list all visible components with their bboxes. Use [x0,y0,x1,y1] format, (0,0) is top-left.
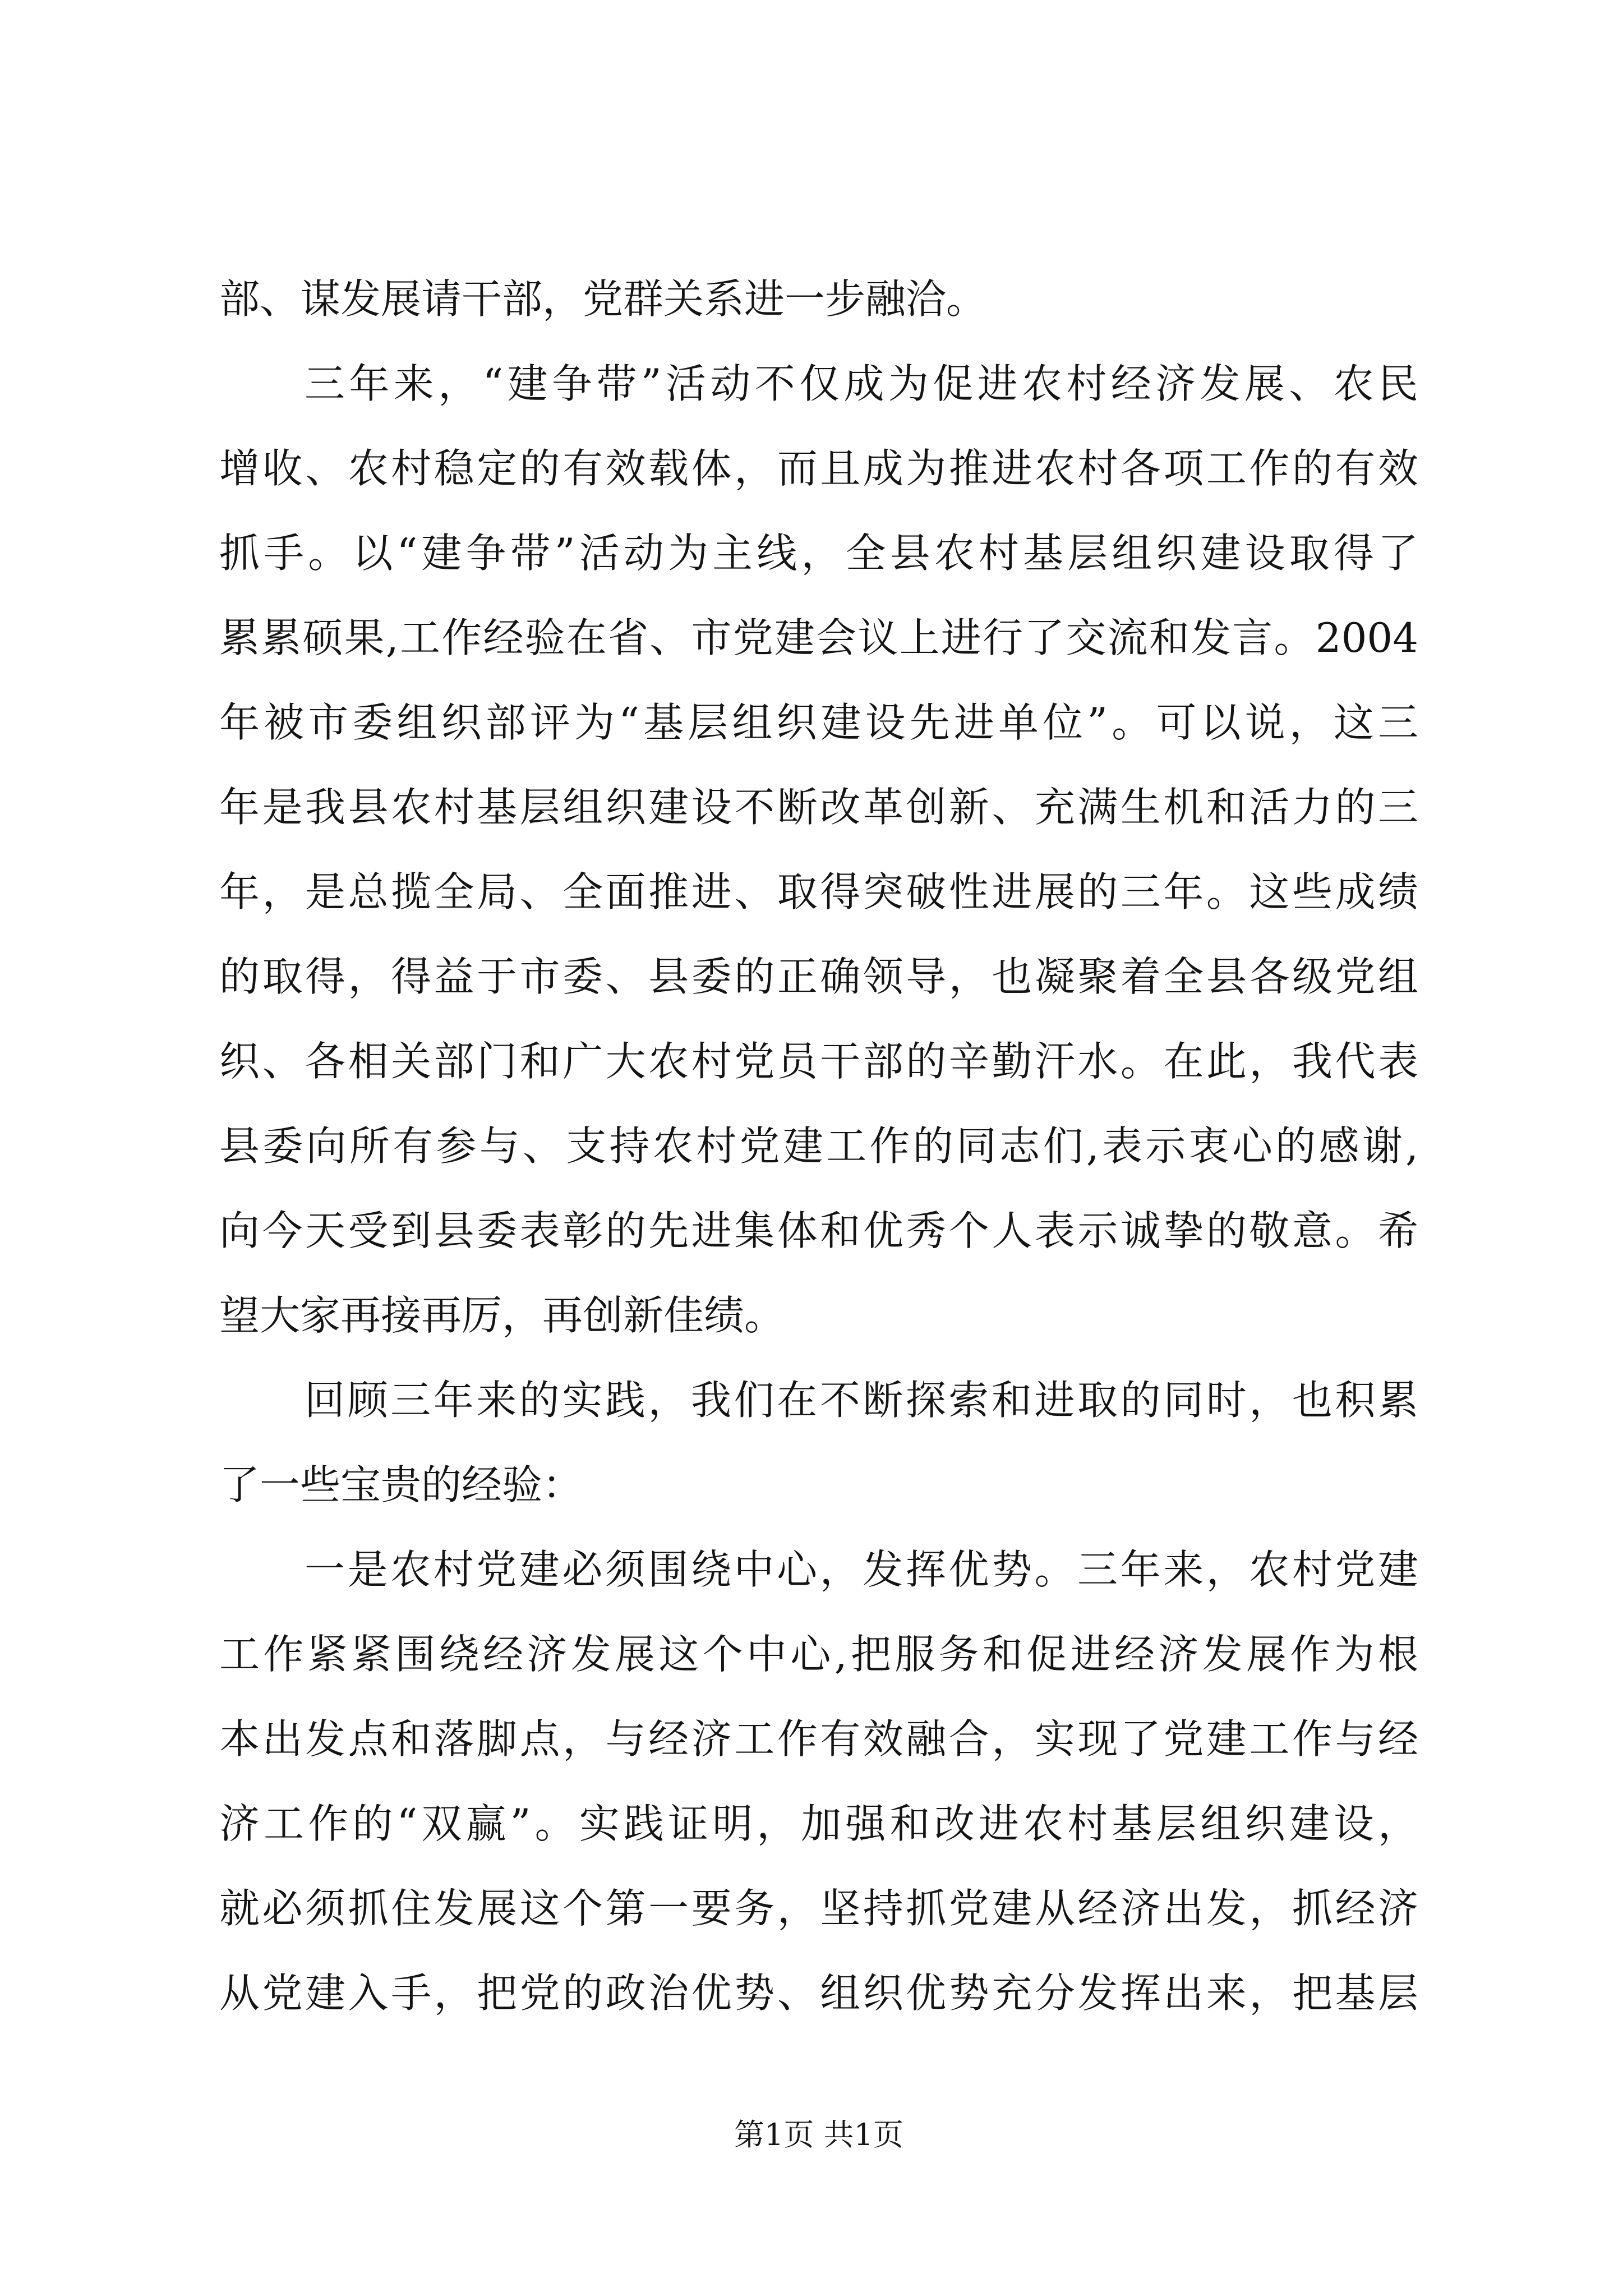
text-line: 济工作的“双赢”。实践证明，加强和改进农村基层组织建设， [219,1800,1418,1847]
text-line: 累累硕果,工作经验在省、市党建会议上进行了交流和发言。2004 [219,614,1418,661]
text-line: 望大家再接再厉，再创新佳绩。 [219,1292,785,1339]
text-line: 一是农村党建必须围绕中心，发挥优势。三年来，农村党建 [305,1546,1418,1593]
text-line: 年被市委组织部评为“基层组织建设先进单位”。可以说，这三 [219,699,1418,746]
text-line: 就必须抓住发展这个第一要务，坚持抓党建从经济出发，抓经济 [219,1885,1418,1932]
text-line: 部、谋发展请干部，党群关系进一步融洽。 [219,275,987,323]
text-line: 工作紧紧围绕经济发展这个中心,把服务和促进经济发展作为根 [219,1631,1418,1678]
text-line: 回顾三年来的实践，我们在不断探索和进取的同时，也积累 [305,1377,1418,1424]
text-line: 年，是总揽全局、全面推进、取得突破性进展的三年。这些成绩 [219,868,1418,915]
text-line: 的取得，得益于市委、县委的正确领导，也凝聚着全县各级党组 [219,953,1418,1000]
text-line: 织、各相关部门和广大农村党员干部的辛勤汗水。在此，我代表 [219,1038,1418,1085]
page-footer: 第1页 共1页 [734,2117,903,2152]
paragraph [219,1358,1418,1527]
text-line: 县委向所有参与、支持农村党建工作的同志们,表示衷心的感谢, [219,1122,1418,1170]
text-line: 了一些宝贵的经验： [219,1461,583,1508]
text-line: 抓手。以“建争带”活动为主线，全县农村基层组织建设取得了 [219,530,1418,577]
text-line: 本出发点和落脚点，与经济工作有效融合，实现了党建工作与经 [219,1715,1418,1763]
continued-paragraph [219,257,1418,342]
text-line: 三年来，“建争带”活动不仅成为促进农村经济发展、农民 [305,360,1418,407]
text-line: 向今天受到县委表彰的先进集体和优秀个人表示诚挚的敬意。希 [219,1207,1418,1254]
paragraph [219,1527,1418,2036]
paragraph [219,342,1418,1358]
text-line: 从党建入手，把党的政治优势、组织优势充分发挥出来，把基层 [219,1970,1418,2017]
document-body [219,257,1418,2036]
text-line: 年是我县农村基层组织建设不断改革创新、充满生机和活力的三 [219,784,1418,831]
text-line: 增收、农村稳定的有效载体，而且成为推进农村各项工作的有效 [219,445,1418,492]
